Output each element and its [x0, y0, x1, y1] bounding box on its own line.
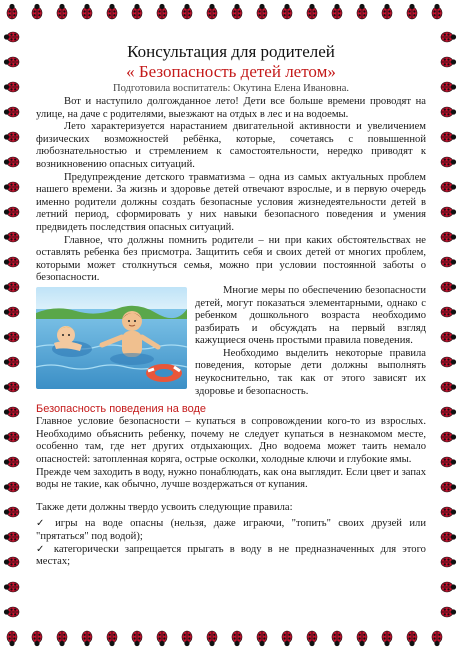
- ladybug-icon: [4, 132, 19, 142]
- rule-text: категорически запрещается прыгать в воду в не предназначенных для этого местах;: [36, 543, 426, 568]
- ladybug-icon: [441, 407, 456, 417]
- ladybug-icon: [232, 4, 242, 19]
- author-line: Подготовила воспитатель: Окутина Елена Ивановна.: [113, 83, 349, 94]
- ladybug-icon: [4, 207, 19, 217]
- children-swimming-illustration: [36, 287, 187, 389]
- ladybug-icon: [382, 631, 392, 646]
- document-body: [36, 40, 426, 569]
- ladybug-icon: [441, 132, 456, 142]
- ladybug-icon: [441, 32, 456, 42]
- rules-checklist: [36, 518, 426, 568]
- ladybug-icon: [307, 631, 317, 646]
- paragraph-activity: Лето характеризуется нарастанием двигательной активности и увеличением физических возможностей ребёнка, которые, сочетаясь с повышенной любознательностью и стремлением к самостоятельности, нередко приводят к возникновению опасных ситуаций.: [36, 121, 426, 170]
- ladybug-icon: [207, 4, 217, 19]
- ladybug-icon: [182, 631, 192, 646]
- ladybug-icon: [432, 631, 442, 646]
- ladybug-icon: [157, 631, 167, 646]
- ladybug-icon: [257, 631, 267, 646]
- ladybug-icon: [332, 631, 342, 646]
- ladybug-icon: [441, 507, 456, 517]
- ladybug-icon: [4, 607, 19, 617]
- ladybug-icon: [4, 282, 19, 292]
- ladybug-icon: [4, 507, 19, 517]
- ladybug-icon: [57, 4, 67, 19]
- ladybug-icon: [132, 631, 142, 646]
- ladybug-icon: [4, 307, 19, 317]
- ladybug-icon: [4, 432, 19, 442]
- paragraph-prevention: Предупреждение детского травматизма – одна из самых актуальных проблем нашего времени. За жизнь и здоровье детей отвечают взрослые, и в первую очередь именно родители должны создать безопасные условия жизнедеятельности детей в летний период, сформировать у них навыки безопасного поведения и умения предвидеть последствия опасных ситуаций.: [36, 171, 426, 233]
- ladybug-icon: [4, 232, 19, 242]
- paragraph-measures: Многие меры по обеспечению безопасности детей, могут показаться элементарными, однако с ребенком дошкольного возраста необходимо разбирать и обсуждать на первый взгляд кажущиеся очень простыми правила поведения.: [195, 284, 426, 347]
- ladybug-icon: [232, 631, 242, 646]
- ladybug-icon: [382, 4, 392, 19]
- rule-text: игры на воде опасны (нельзя, даже играючи, "топить" своих друзей или "прятаться" под водой);: [36, 518, 426, 542]
- ladybug-icon: [441, 432, 456, 442]
- ladybug-icon: [4, 157, 19, 167]
- ladybug-icon: [82, 4, 92, 19]
- ladybug-icon: [132, 4, 142, 19]
- ladybug-icon: [407, 4, 417, 19]
- ladybug-icon: [441, 382, 456, 392]
- ladybug-icon: [157, 4, 167, 19]
- ladybug-icon: [441, 332, 456, 342]
- ladybug-icon: [82, 631, 92, 646]
- checklist-item: [36, 518, 426, 543]
- paragraph-rules-intro: Необходимо выделить некоторые правила поведения, которые дети должны выполнять неукоснительно, так как от этого зависят их здоровье и безопасность.: [195, 347, 426, 397]
- ladybug-icon: [7, 631, 17, 646]
- ladybug-icon: [107, 4, 117, 19]
- paragraph-rules-lead: Также дети должны твердо усвоить следующие правила:: [36, 501, 293, 513]
- ladybug-icon: [441, 482, 456, 492]
- ladybug-icon: [441, 232, 456, 242]
- ladybug-icon: [357, 631, 367, 646]
- ladybug-icon: [4, 557, 19, 567]
- ladybug-icon: [307, 4, 317, 19]
- ladybug-icon: [441, 582, 456, 592]
- ladybug-icon: [4, 107, 19, 117]
- ladybug-icon: [441, 182, 456, 192]
- paragraph-water-main: Главное условие безопасности – купаться в сопровождении кого-то из взрослых. Необходимо объяснить ребенку, почему не следует купаться в незнакомом месте, особенно там, где нет других отдыхающих. Дно водоема может таить немало опасностей: затопленная коряга, острые осколки, холодные ключи и глубокие ямы.: [36, 416, 426, 466]
- ladybug-icon: [7, 4, 17, 19]
- document-title: Консультация для родителей: [127, 42, 335, 61]
- paragraph-supervision: Главное, что должны помнить родители – ни при каких обстоятельствах не оставлять ребенка без присмотра. Защитить себя и своих детей от многих проблем, которыми может столкнуться семья, можно при условии постоянной заботы о безопасности.: [36, 234, 426, 284]
- ladybug-icon: [4, 332, 19, 342]
- ladybug-icon: [441, 57, 456, 67]
- ladybug-icon: [441, 82, 456, 92]
- ladybug-icon: [441, 607, 456, 617]
- section-heading-water: Безопасность поведения на воде: [36, 403, 207, 416]
- ladybug-icon: [32, 4, 42, 19]
- ladybug-icon: [4, 582, 19, 592]
- ladybug-icon: [282, 4, 292, 19]
- ladybug-icon: [4, 407, 19, 417]
- ladybug-icon: [441, 457, 456, 467]
- ladybug-icon: [441, 307, 456, 317]
- ladybug-icon: [441, 357, 456, 367]
- document-subtitle: « Безопасность детей летом»: [126, 62, 336, 81]
- ladybug-icon: [4, 357, 19, 367]
- checkmark-icon: ✓: [36, 543, 48, 555]
- ladybug-icon: [207, 631, 217, 646]
- ladybug-icon: [332, 4, 342, 19]
- ladybug-icon: [182, 4, 192, 19]
- ladybug-icon: [4, 82, 19, 92]
- checklist-item: [36, 544, 426, 569]
- paragraph-intro: Вот и наступило долгожданное лето! Дети все больше времени проводят на улице, на даче с родителями, выезжают на отдых в лес и на водоемы.: [36, 96, 426, 120]
- ladybug-icon: [4, 57, 19, 67]
- ladybug-icon: [107, 631, 117, 646]
- ladybug-icon: [357, 4, 367, 19]
- ladybug-icon: [4, 382, 19, 392]
- checkmark-icon: ✓: [36, 518, 50, 530]
- ladybug-icon: [407, 631, 417, 646]
- ladybug-icon: [441, 557, 456, 567]
- ladybug-icon: [282, 631, 292, 646]
- ladybug-icon: [441, 282, 456, 292]
- ladybug-icon: [32, 631, 42, 646]
- ladybug-icon: [4, 182, 19, 192]
- ladybug-icon: [4, 457, 19, 467]
- ladybug-icon: [4, 32, 19, 42]
- ladybug-icon: [441, 257, 456, 267]
- ladybug-icon: [432, 4, 442, 19]
- ladybug-icon: [4, 257, 19, 267]
- ladybug-icon: [4, 482, 19, 492]
- ladybug-icon: [441, 207, 456, 217]
- ladybug-icon: [57, 631, 67, 646]
- ladybug-icon: [257, 4, 267, 19]
- ladybug-icon: [441, 157, 456, 167]
- paragraph-water-observe: Прежде чем заходить в воду, нужно понаблюдать, как она выглядит. Если цвет и запах воды не такие, как обычно, лучше воздержаться от купания.: [36, 466, 426, 491]
- ladybug-icon: [4, 532, 19, 542]
- ladybug-icon: [441, 532, 456, 542]
- ladybug-icon: [441, 107, 456, 117]
